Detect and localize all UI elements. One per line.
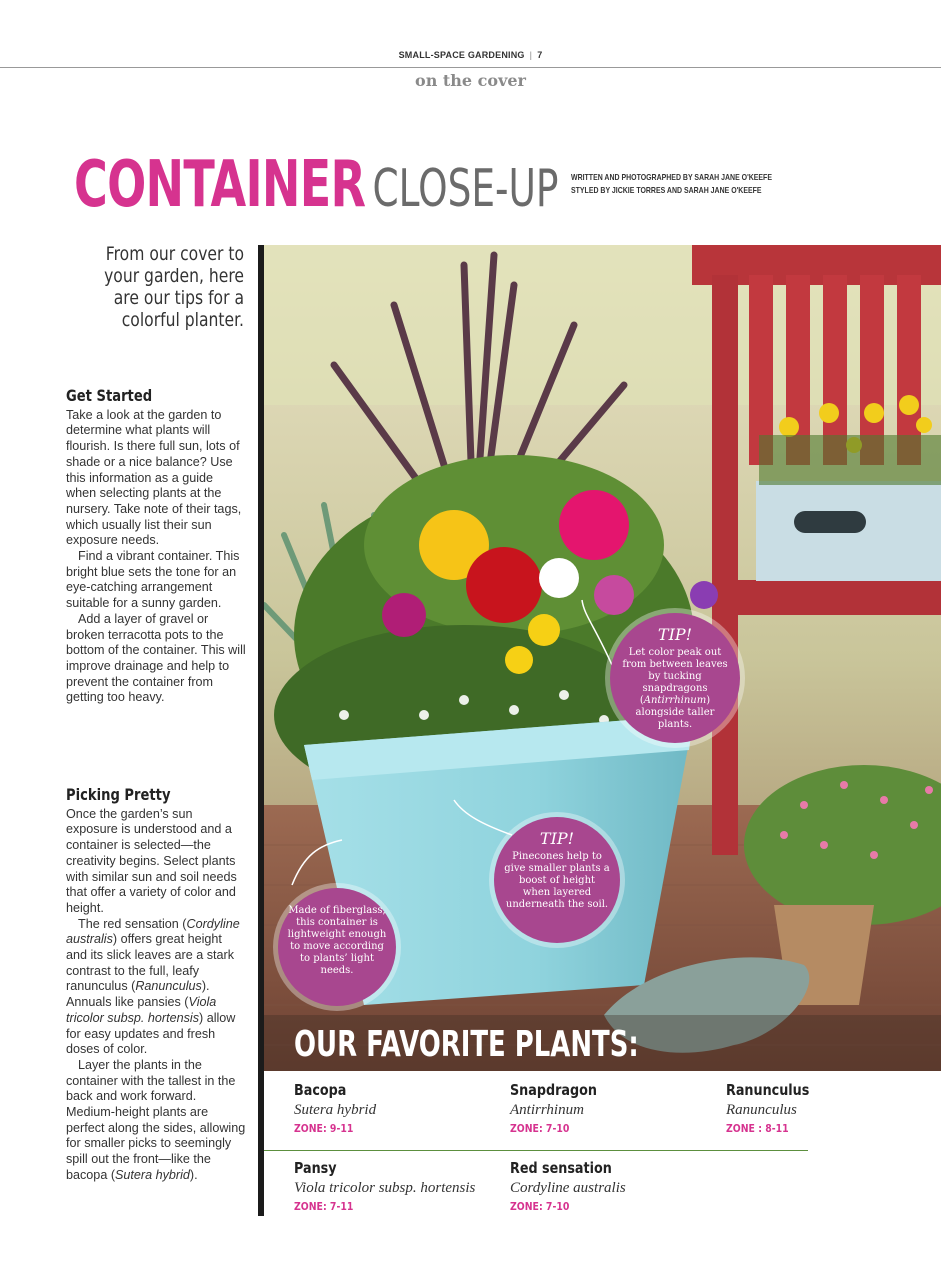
running-head bbox=[0, 50, 941, 60]
note-fiberglass bbox=[278, 888, 396, 1006]
section-name: SMALL-SPACE GARDENING bbox=[398, 50, 525, 60]
plant-name: Ranunculus bbox=[726, 1081, 810, 1099]
byline bbox=[571, 171, 772, 197]
section-label: on the cover bbox=[415, 71, 526, 90]
tip-text: Pinecones help to give smaller plants a boost of height when layered underneath the soil. bbox=[504, 851, 610, 910]
tip-title: TIP! bbox=[539, 829, 575, 848]
page-title bbox=[74, 148, 559, 222]
tip-title: TIP! bbox=[657, 625, 693, 644]
plant-latin: Antirrhinum bbox=[510, 1102, 584, 1118]
paragraph: Layer the plants in the container with the tallest in the back and work forward. Medium-height plants are perfect along the sides, allowing for smaller picks to seemingly spill out the front—like the bacopa (Sutera hybrid). bbox=[66, 1057, 246, 1182]
section-get-started bbox=[66, 388, 246, 706]
section-picking-pretty bbox=[66, 787, 246, 1184]
title-part-closeup: CLOSE-UP bbox=[372, 159, 559, 219]
byline-styled: STYLED BY JICKIE TORRES AND SARAH JANE O'KEEFE bbox=[571, 185, 762, 195]
favorite-plants-heading: OUR FAVORITE PLANTS: bbox=[294, 1024, 639, 1065]
plant-zone: ZONE: 7-10 bbox=[510, 1200, 570, 1213]
plant-entry bbox=[294, 1081, 504, 1135]
plant-name: Bacopa bbox=[294, 1081, 347, 1099]
paragraph: Take a look at the garden to determine what plants will flourish. Is there full sun, lots of shade or a nice balance? Use this information as a guide when selecting plants at the nursery. Take note of their tags, which usually list their sun exposure needs. bbox=[66, 407, 242, 548]
plant-zone: ZONE: 7-11 bbox=[294, 1200, 354, 1213]
plant-zone: ZONE : 8-11 bbox=[726, 1122, 789, 1135]
paragraph: Find a vibrant container. This bright blue sets the tone for an eye-catching arrangement suitable for a sunny garden. bbox=[66, 549, 240, 611]
plant-name: Snapdragon bbox=[510, 1081, 597, 1099]
header-rule bbox=[0, 67, 941, 68]
tip-snapdragons bbox=[610, 613, 740, 743]
plant-zone: ZONE: 7-10 bbox=[510, 1122, 570, 1135]
plant-zone: ZONE: 9-11 bbox=[294, 1122, 354, 1135]
dek: From our cover to your garden, here are our tips for a colorful planter. bbox=[104, 243, 245, 331]
plant-entry bbox=[726, 1081, 936, 1135]
plant-name: Red sensation bbox=[510, 1159, 612, 1177]
tip-text: Let color peak out from between leaves by tucking snapdragons (Antirrhinum) alongside taller plants. bbox=[622, 647, 728, 730]
plant-list-divider bbox=[264, 1150, 808, 1151]
plant-latin: Ranunculus bbox=[726, 1102, 797, 1118]
plant-latin: Sutera hybrid bbox=[294, 1102, 377, 1118]
plant-latin: Cordyline australis bbox=[510, 1180, 626, 1196]
plant-entry bbox=[510, 1159, 720, 1213]
plant-entry bbox=[510, 1081, 720, 1135]
plant-name: Pansy bbox=[294, 1159, 337, 1177]
separator: | bbox=[529, 50, 533, 60]
note-text: Made of fiberglass, this container is lightweight enough to move according to plants’ light needs. bbox=[287, 905, 387, 976]
paragraph: Once the garden’s sun exposure is understood and a container is selected—the creativity begins. Select plants with similar sun and soil needs that offer a variety of color and height. bbox=[66, 806, 237, 915]
heading-get-started: Get Started bbox=[66, 386, 153, 405]
paragraph: The red sensation (Cordyline australis) offers great height and its slick leaves are a stark contrast to the full, leafy ranunculus (Ranunculus). Annuals like pansies (Viola tricolor subsp. hortensis) allow for easy updates and fresh doses of color. bbox=[66, 916, 240, 1057]
byline-written: WRITTEN AND PHOTOGRAPHED BY SARAH JANE O'KEEFE bbox=[571, 172, 772, 182]
page-number: 7 bbox=[537, 50, 543, 60]
plant-latin: Viola tricolor subsp. hortensis bbox=[294, 1180, 476, 1196]
tip-pinecones bbox=[494, 817, 620, 943]
paragraph: Add a layer of gravel or broken terracotta pots to the bottom of the container. This will improve drainage and help to prevent the container from getting too heavy. bbox=[66, 611, 246, 705]
title-part-container: CONTAINER bbox=[74, 148, 366, 222]
heading-picking-pretty: Picking Pretty bbox=[66, 785, 171, 804]
plant-entry bbox=[294, 1159, 504, 1213]
